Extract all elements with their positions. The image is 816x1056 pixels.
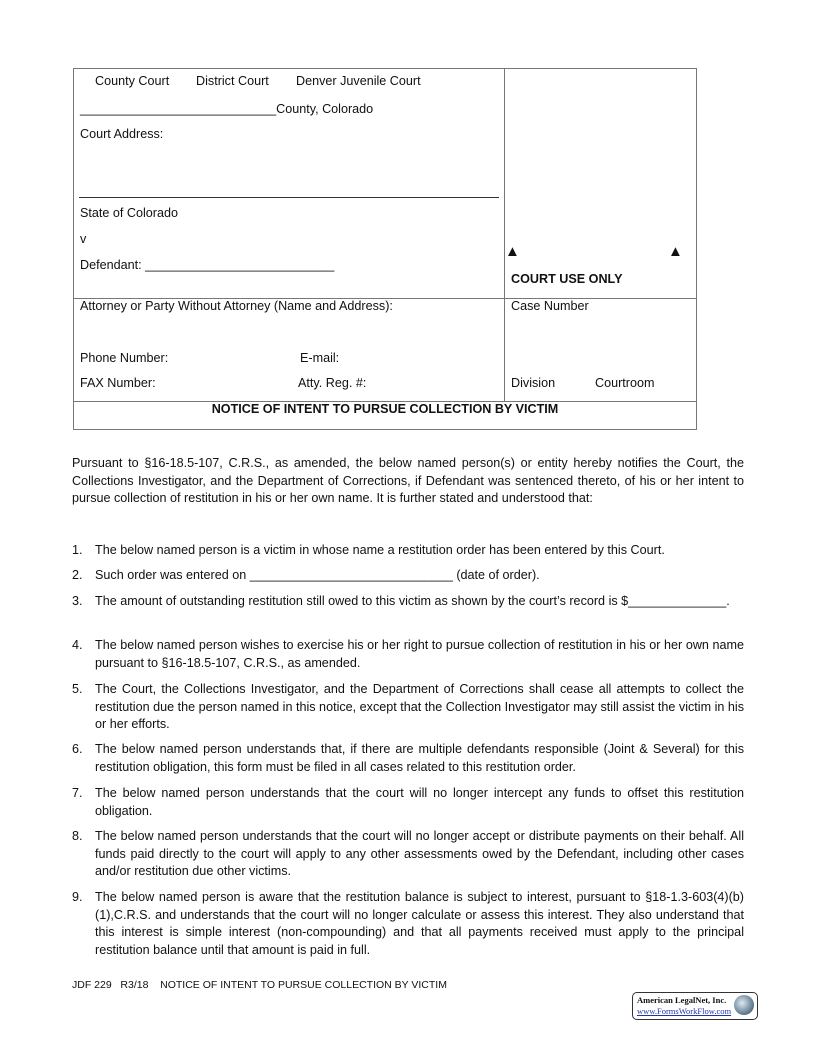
case-number-label: Case Number — [511, 299, 589, 313]
defendant-label: Defendant: ___________________________ — [80, 258, 335, 272]
state-label: State of Colorado — [80, 206, 179, 220]
court-option-juvenile: Denver Juvenile Court — [296, 74, 421, 88]
box-bottom-border — [73, 429, 697, 430]
list-item — [72, 889, 744, 959]
list-item — [72, 542, 744, 560]
box-top-border — [73, 68, 697, 69]
court-option-district: District Court — [196, 74, 269, 88]
list-item — [72, 593, 744, 611]
item-number: 9. — [72, 890, 83, 904]
courtroom-label: Courtroom — [595, 376, 655, 390]
list-item — [72, 828, 744, 881]
item-number: 2. — [72, 568, 83, 582]
american-legalnet-logo — [632, 992, 758, 1020]
list-item — [72, 741, 744, 776]
item-text: The below named person understands that, if there are multiple defendants responsible (Joint & Several) for this restitution obligation, this form must be filed in all cases related to this restitution order. — [95, 742, 744, 774]
list-item — [72, 785, 744, 820]
arrow-up-icon: ▲ — [668, 243, 683, 260]
versus-label: v — [80, 232, 87, 246]
item-text: The amount of outstanding restitution still owed to this victim as shown by the court’s record is $______________. — [95, 594, 730, 608]
logo-name: American LegalNet, Inc. — [637, 995, 727, 1005]
list-item — [72, 681, 744, 734]
item-number: 8. — [72, 829, 83, 843]
box-right-border — [696, 68, 697, 430]
court-address-label: Court Address: — [80, 127, 164, 141]
item-number: 6. — [72, 742, 83, 756]
item-text: The below named person wishes to exercise his or her right to pursue collection of restitution in his or her own name pursuant to §16-18.5-107, C.R.S., as amended. — [95, 638, 744, 670]
court-use-only: COURT USE ONLY — [511, 272, 623, 286]
footer-form-id: JDF 229 R3/18 NOTICE OF INTENT TO PURSUE COLLECTION BY VICTIM — [72, 979, 447, 991]
county-line: ____________________________County, Colorado — [80, 102, 374, 116]
item-number: 1. — [72, 543, 83, 557]
intro-paragraph: Pursuant to §16-18.5-107, C.R.S., as amended, the below named person(s) or entity hereby notifies the Court, the Collections Investigator, and the Department of Corrections, if Defendant was sentenced thereto, of his or her intent to pursue collection of restitution in his or her own name. It is further stated and understood that: — [72, 456, 744, 505]
division-label: Division — [511, 376, 556, 390]
arrow-up-icon: ▲ — [505, 243, 520, 260]
item-text: The below named person is aware that the restitution balance is subject to interest, pursuant to §18-1.3-603(4)(b)(1),C.R.S. and understands that the court will no longer calculate or assess this interest. They also understand that this interest is simple interest (non-compounding) and that all payments received must apply to the principal restitution balance until that amount is paid in full. — [95, 890, 744, 957]
list-item — [72, 567, 744, 585]
item-number: 4. — [72, 638, 83, 652]
item-number: 3. — [72, 594, 83, 608]
globe-icon — [734, 995, 754, 1015]
item-text: The below named person is a victim in whose name a restitution order has been entered by this Court. — [95, 543, 665, 557]
list-item — [72, 637, 744, 672]
phone-label: Phone Number: — [80, 351, 169, 365]
item-text: The below named person understands that the court will no longer intercept any funds to offset this restitution obligation. — [95, 786, 744, 818]
item-text: The below named person understands that the court will no longer accept or distribute payments on their behalf. All funds paid directly to the court will apply to any other assessments owed by the Defendant, including other cases and/or restitution due other victims. — [95, 829, 744, 878]
box-left-border — [73, 68, 74, 430]
fax-label: FAX Number: — [80, 376, 156, 390]
atty-reg-label: Atty. Reg. #: — [298, 376, 367, 390]
logo-url[interactable]: www.FormsWorkFlow.com — [637, 1006, 732, 1016]
form-title: NOTICE OF INTENT TO PURSUE COLLECTION BY VICTIM — [211, 402, 559, 416]
box-divider-vertical — [504, 68, 505, 401]
item-text: Such order was entered on _____________________________ (date of order). — [95, 568, 540, 582]
item-number: 5. — [72, 682, 83, 696]
address-rule — [79, 197, 499, 198]
attorney-label: Attorney or Party Without Attorney (Name and Address): — [80, 299, 393, 313]
court-option-county: County Court — [95, 74, 170, 88]
item-text: The Court, the Collections Investigator, and the Department of Corrections shall cease all attempts to collect the restitution due the person named in this notice, except that the Collection Investigator may still assist the victim in his or her efforts. — [95, 682, 744, 731]
email-label: E-mail: — [300, 351, 340, 365]
item-number: 7. — [72, 786, 83, 800]
